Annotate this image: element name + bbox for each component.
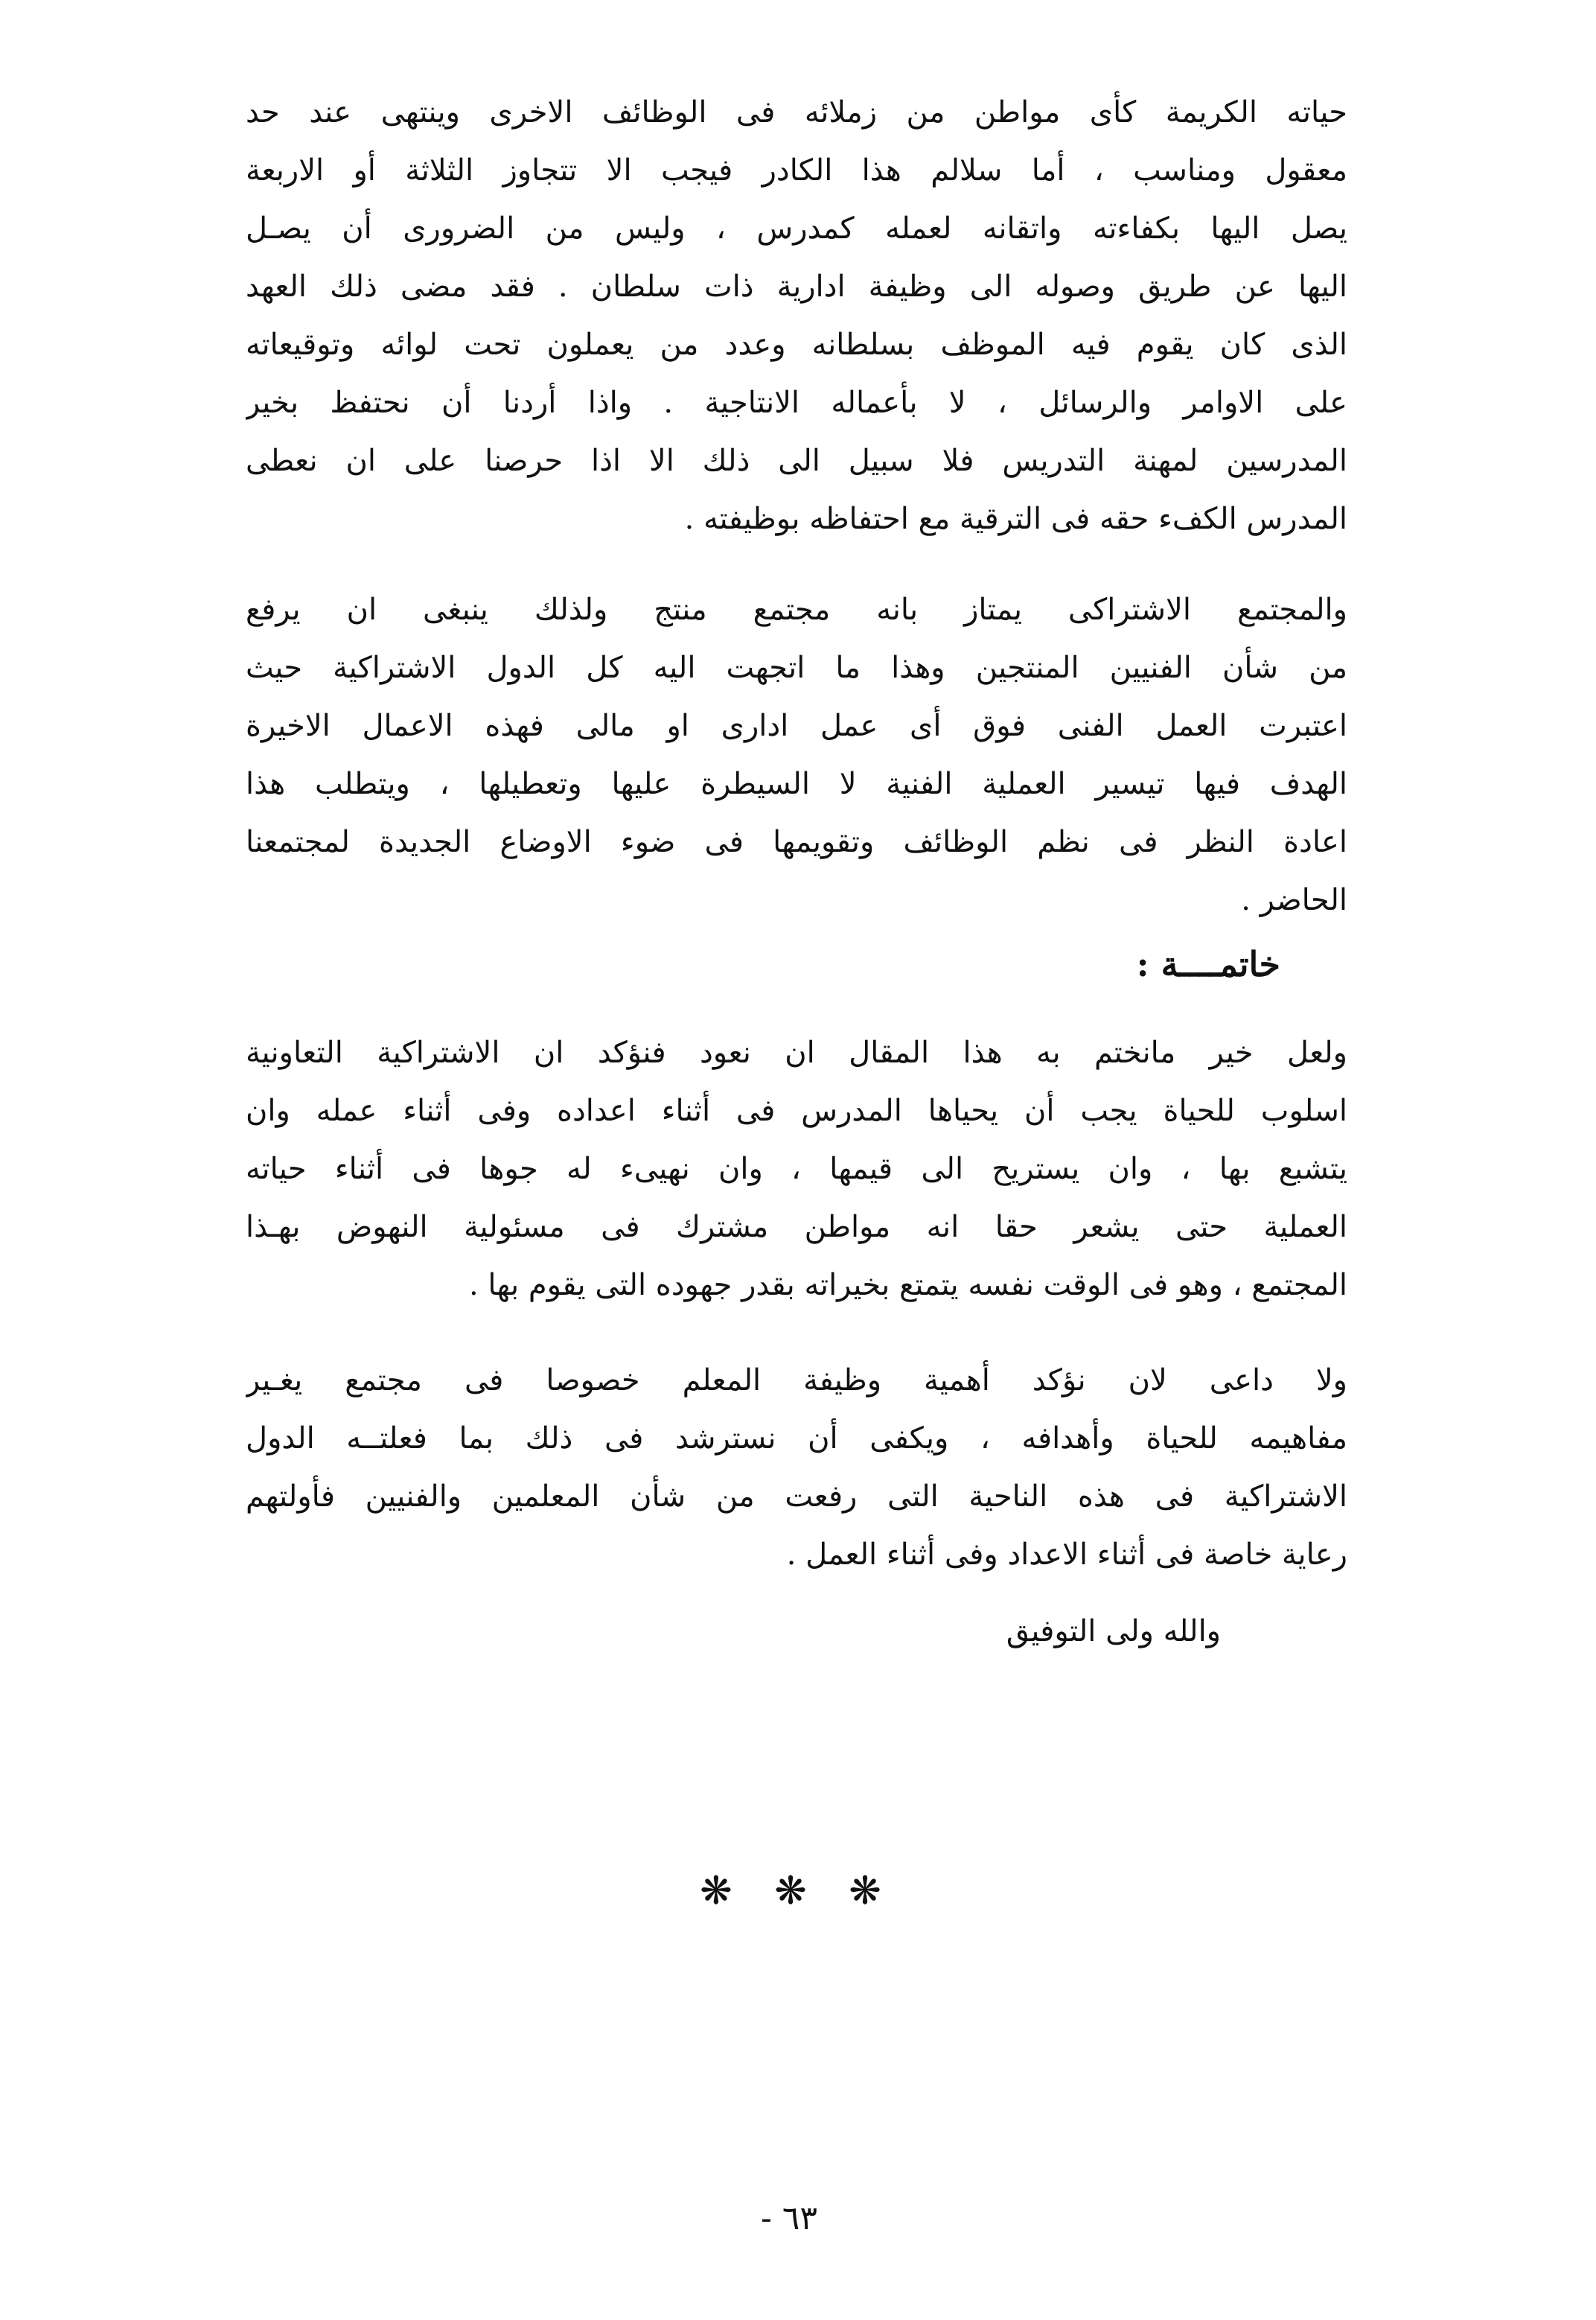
paragraph-line: الذى كان يقوم فيه الموظف بسلطانه وعدد من يعملون تحت لوائه وتوقيعاته: [246, 328, 1347, 362]
paragraph-line: الاشتراكية فى هذه الناحية التى رفعت من شأن المعلمين والفنيين فأولتهم: [246, 1479, 1347, 1514]
paragraph-line: ولا داعى لان نؤكد أهمية وظيفة المعلم خصوصا فى مجتمع يغـير: [246, 1363, 1347, 1398]
paragraph-line: العملية حتى يشعر حقا انه مواطن مشترك فى مسئولية النهوض بهـذا: [246, 1210, 1347, 1244]
paragraph-line: الهدف فيها تيسير العملية الفنية لا السيطرة عليها وتعطيلها ، ويتطلب هذا: [246, 767, 1347, 801]
paragraph-line: المدرس الكفء حقه فى الترقية مع احتفاظه بوظيفته .: [684, 502, 1347, 536]
closing-line: والله ولى التوفيق: [1006, 1614, 1221, 1648]
section-heading: خاتمــــة :: [1136, 944, 1280, 984]
paragraph-line: والمجتمع الاشتراكى يمتاز بانه مجتمع منتج ولذلك ينبغى ان يرفع: [246, 593, 1347, 627]
paragraph-1: [246, 83, 1347, 548]
paragraph-line: مفاهيمه للحياة وأهدافه ، ويكفى أن نسترشد فى ذلك بما فعلتــه الدول: [246, 1421, 1347, 1456]
paragraph-line: اعادة النظر فى نظم الوظائف وتقويمها فى ضوء الاوضاع الجديدة لمجتمعنا: [246, 825, 1347, 859]
paragraph-line: اليها عن طريق وصوله الى وظيفة ادارية ذات سلطان . فقد مضى ذلك العهد: [246, 270, 1347, 304]
paragraph-line: معقول ومناسب ، أما سلالم هذا الكادر فيجب الا تتجاوز الثلاثة أو الاربعة: [246, 153, 1347, 188]
paragraph-line: المدرسين لمهنة التدريس فلا سبيل الى ذلك الا اذا حرصنا على ان نعطى: [246, 444, 1347, 478]
page-number: - ٦٣: [760, 2199, 818, 2237]
conclusion-paragraph-2: [246, 1351, 1347, 1584]
paragraph-line: ولعل خير مانختم به هذا المقال ان نعود فنؤكد ان الاشتراكية التعاونية: [246, 1036, 1347, 1070]
paragraph-line: اعتبرت العمل الفنى فوق أى عمل ادارى او مالى فهذه الاعمال الاخيرة: [246, 709, 1347, 743]
paragraph-line: من شأن الفنيين المنتجين وهذا ما اتجهت اليه كل الدول الاشتراكية حيث: [246, 651, 1347, 685]
paragraph-line: الحاضر .: [1241, 883, 1347, 917]
paragraph-line: اسلوب للحياة يجب أن يحياها المدرس فى أثناء اعداده وفى أثناء عمله وان: [246, 1094, 1347, 1128]
ornament-divider: ❋ ❋ ❋: [700, 1869, 896, 1913]
paragraph-2: [246, 581, 1347, 929]
paragraph-line: حياته الكريمة كأى مواطن من زملائه فى الوظائف الاخرى وينتهى عند حد: [246, 95, 1347, 130]
paragraph-line: يصل اليها بكفاءته واتقانه لعمله كمدرس ، وليس من الضرورى أن يصـل: [246, 211, 1347, 246]
paragraph-line: المجتمع ، وهو فى الوقت نفسه يتمتع بخيراته بقدر جهوده التى يقوم بها .: [468, 1268, 1347, 1302]
paragraph-line: رعاية خاصة فى أثناء الاعداد وفى أثناء العمل .: [786, 1537, 1347, 1572]
paragraph-line: على الاوامر والرسائل ، لا بأعماله الانتاجية . واذا أردنا أن نحتفظ بخير: [246, 386, 1347, 420]
paragraph-line: يتشبع بها ، وان يستريح الى قيمها ، وان نهيىء له جوها فى أثناء حياته: [246, 1152, 1347, 1186]
conclusion-paragraph-1: [246, 1024, 1347, 1314]
